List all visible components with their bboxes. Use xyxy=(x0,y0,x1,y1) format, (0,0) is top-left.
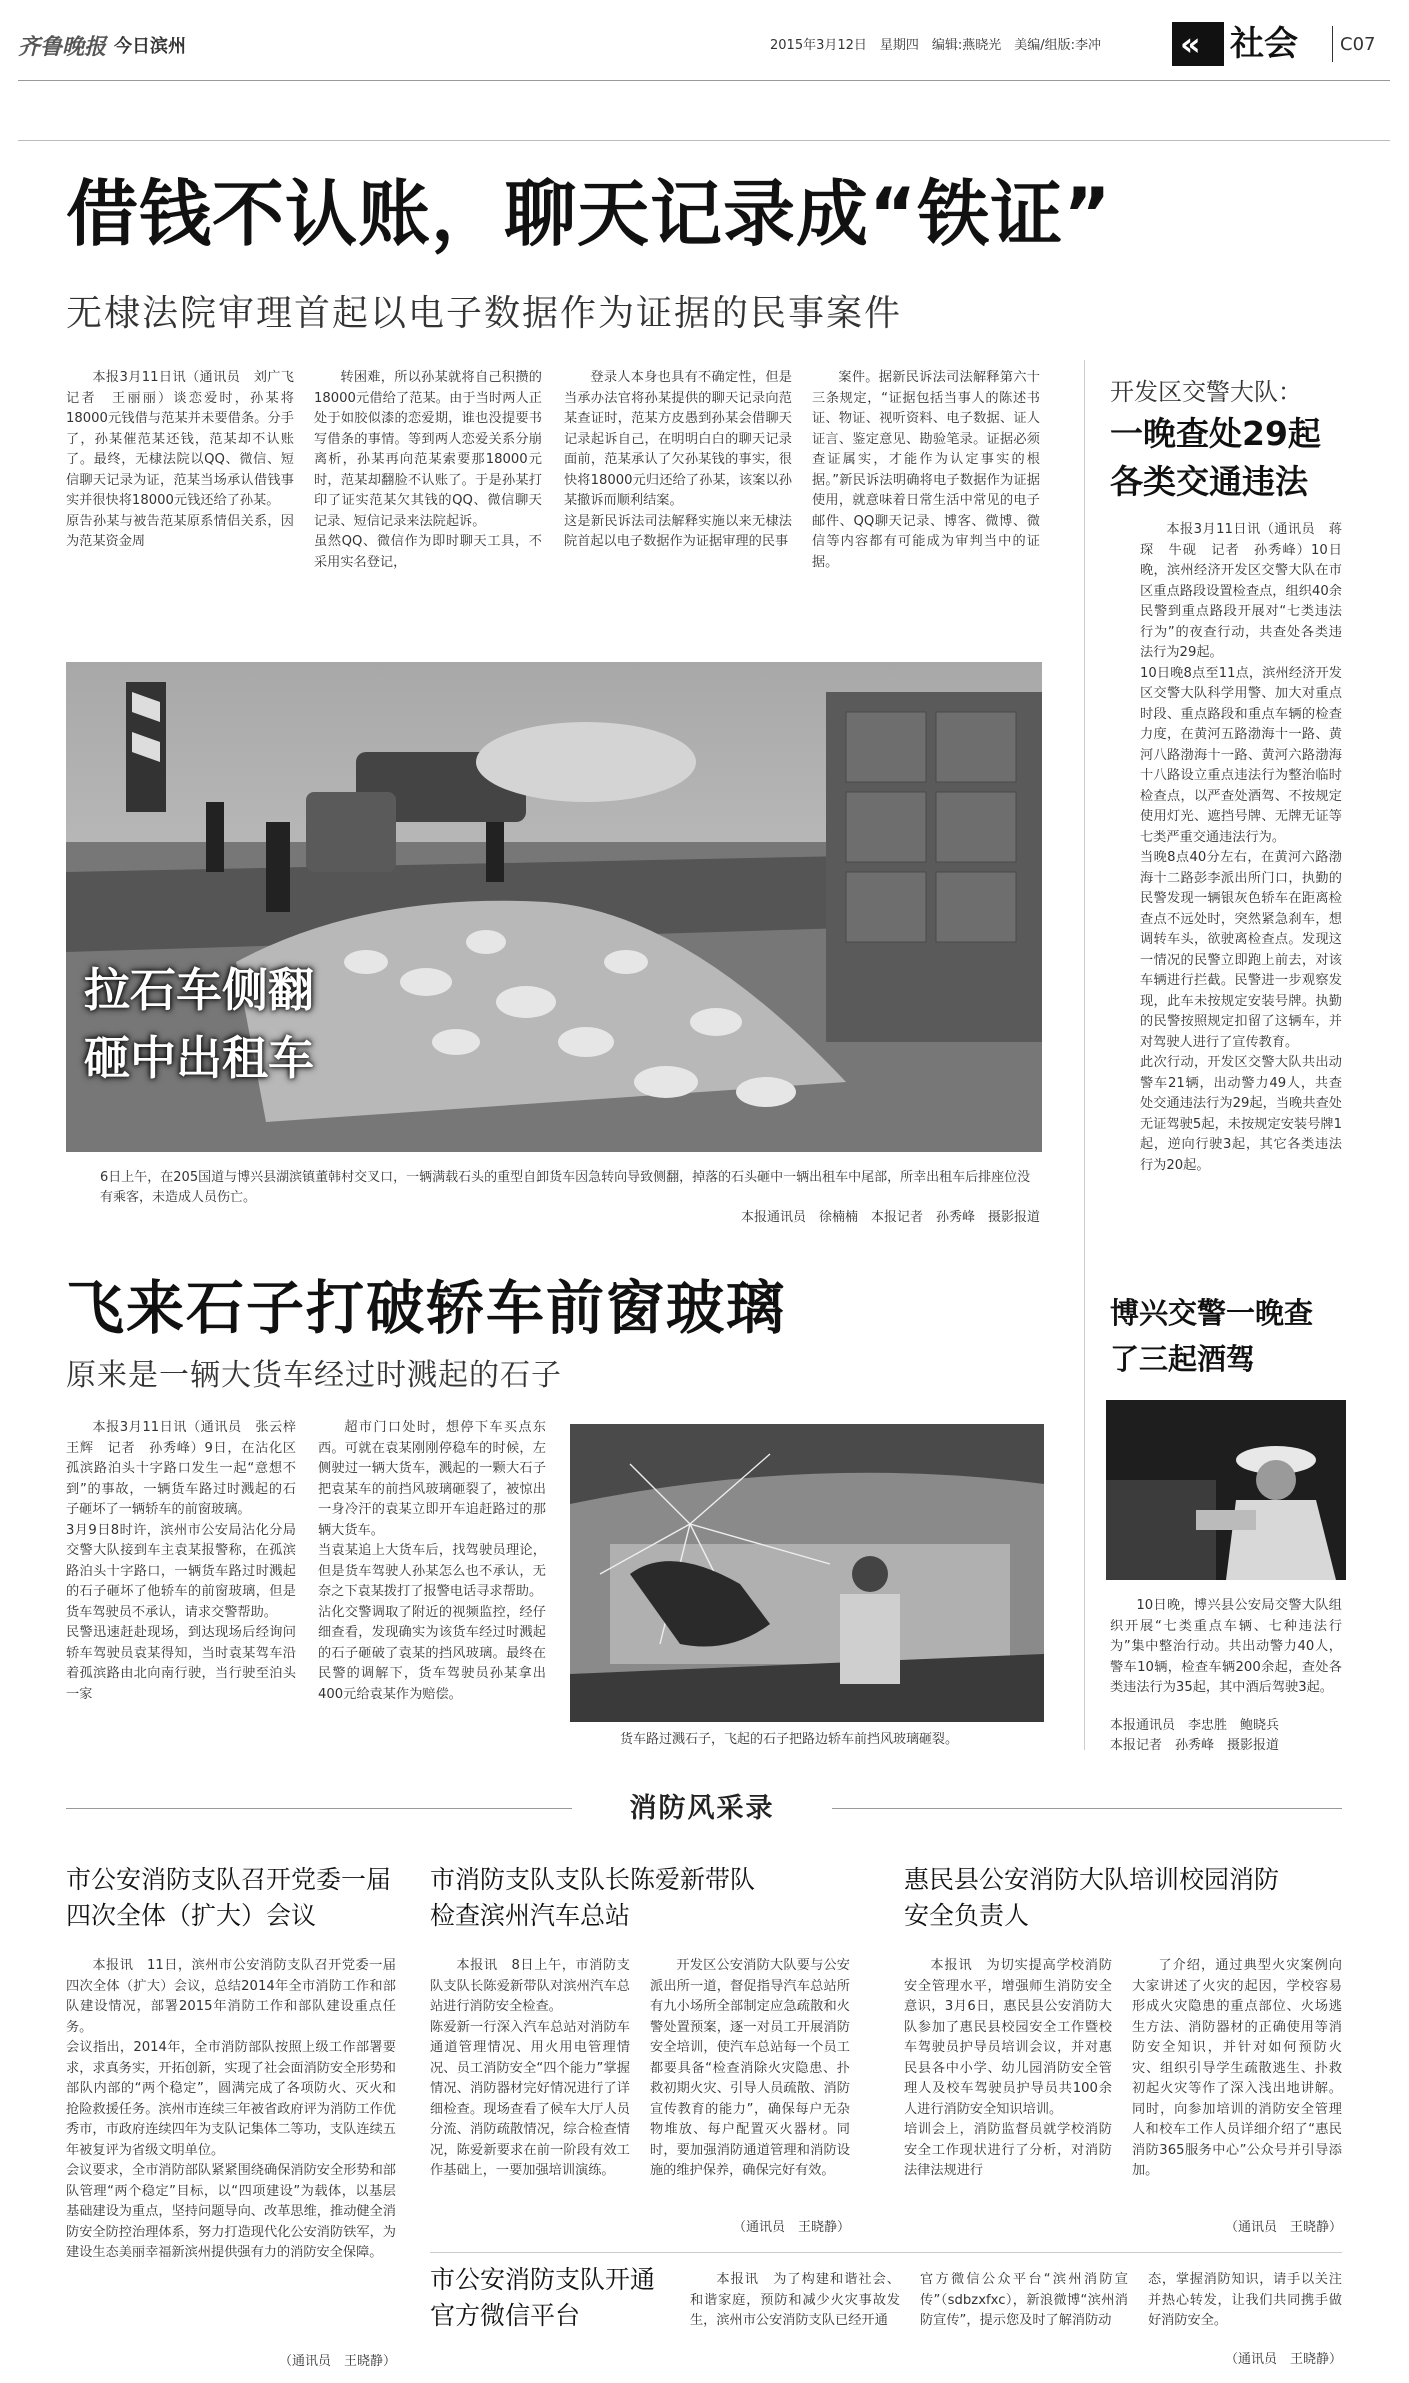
fire-banner-title: 消防风采录 xyxy=(629,1793,775,1824)
fire-story1-credit: （通讯员 王晓静） xyxy=(278,2354,396,2369)
boxing-body: 10日晚，博兴县公安局交警大队组织开展“七类重点车辆、七种违法行为”集中整治行动。共出动警力40人，警车10辆，检查车辆200余起，查处各类违法行为35起，其中酒后驾驶3起。 xyxy=(1110,1598,1342,1695)
section-name: 社会 xyxy=(1230,24,1298,64)
lead-col-3: 登录人本身也具有不确定性，但是当承办法官将孙某提供的聊天记录向范某查证时，范某方皮愚到孙某会借聊天记录起诉自己，在明明白白的聊天记录面前，范某承认了欠孙某钱的事实，很快将18000元归还给了孙某，该案以孙某撤诉而顺利结案。 这是新民诉法司法解释实施以来无棣法院首起以电子数据作为证据审理的民事 xyxy=(564,370,792,549)
lead-subhead: 无棣法院审理首起以电子数据作为证据的民事案件 xyxy=(66,293,903,334)
fire-story2-col1: 本报讯 8日上午，市消防支队支队长陈爱新带队对滨州汽车总站进行消防安全检查。 陈爱新一行深入汽车总站对消防车通道管理情况、用火用电管理情况、员工消防安全“四个能力”掌握情况、消防器材完好情况进行了详细检查。现场查看了候车大厅人员分流、消防疏散情况，综合检查情况，陈爱新要求在前一阶段有效工作基础上，一要加强培训演练。 xyxy=(430,1958,630,2178)
paper-name: 齐鲁晚报 xyxy=(18,34,107,60)
fire-story3-col2: 了介绍，通过典型火灾案例向大家讲述了火灾的起因，学校容易形成火灾隐患的重点部位、火场逃生方法、消防器材的正确使用等消防安全知识，并针对如何预防火灾、组织引导学生疏散逃生、扑救初起火灾等作了深入浅出地讲解。同时，向参加培训的消防安全管理人和校车工作人员详细介绍了“惠民消防365服务中心”公众号并引导添加。 xyxy=(1132,1958,1342,2178)
sidebar-divider xyxy=(1084,360,1085,1750)
stone-col-1: 本报3月11日讯（通讯员 张云梓 王辉 记者 孙秀峰）9日，在沾化区孤滨路泊头十字路口发生一起“意想不到”的事故，一辆货车路过时溅起的石子砸坏了一辆轿车的前窗玻璃。 3月9日8时许，滨州市公安局沾化分局交警大队接到车主袁某报警称，在孤滨路泊头十字路口，一辆货车路过时溅起的石子砸坏了他轿车的前窗玻璃，但是货车驾驶员不承认，请求交警帮助。 民警迅速赶赴现场，到达现场后经询问轿车驾驶员袁某得知，当时袁某驾车沿着孤滨路由北向南行驶，当行驶至泊头一家 xyxy=(66,1420,296,1702)
rock-photo-credit: 本报通讯员 徐楠楠 本报记者 孙秀峰 摄影报道 xyxy=(740,1210,1040,1225)
fire-story3-headline: 惠民县公安消防大队培训校园消防安全负责人 xyxy=(904,1865,1280,1930)
section-divider xyxy=(1332,26,1333,62)
stone-headline: 飞来石子打破轿车前窗玻璃 xyxy=(66,1274,787,1342)
boxing-photo-image xyxy=(1106,1400,1346,1580)
lead-col-1: 本报3月11日讯（通讯员 刘广飞 记者 王丽丽）谈恋爱时，孙某将18000元钱借与范某并未要借条。分手了，孙某催范某还钱，范某却不认账了。最终，无棣法院以QQ、微信、短信聊天记录为证，范某当场承认借钱事实并很快将18000元钱还给了孙某。 原告孙某与被告范某原系情侣关系，因为范某资金周 xyxy=(66,370,294,549)
masthead xyxy=(18,30,238,62)
fire-story4-rule xyxy=(430,2252,1342,2253)
fire-story2-credit: （通讯员 王晓静） xyxy=(732,2220,850,2235)
lead-col-4: 案件。据新民诉法司法解释第六十三条规定，“证据包括当事人的陈述书证、物证、视听资料、电子数据、证人证言、鉴定意见、勘验笔录。证据必须查证属实，才能作为认定事实的根据。”新民诉法明确将电子数据作为证据使用，就意味着日常生活中常见的电子邮件、QQ聊天记录、博客、微博、微信等内容都有可能成为审判当中的证据。 xyxy=(812,370,1040,570)
fire-story4-col1: 本报讯 为了构建和谐社会、和谐家庭，预防和减少火灾事故发生，滨州市公安消防支队已经开通 xyxy=(690,2272,900,2328)
header-rule xyxy=(18,80,1390,81)
windshield-photo-image xyxy=(570,1424,1044,1722)
fire-story4-col2: 官方微信公众平台“滨州消防宣传”（sdbzxfxc），新浪微博“滨州消防宣传”，提示您及时了解消防动 xyxy=(920,2272,1128,2328)
fire-story3-col1: 本报讯 为切实提高学校消防安全管理水平，增强师生消防安全意识，3月6日，惠民县公安消防大队参加了惠民县校园安全工作暨校车驾驶员护导员培训会议，并对惠民县各中小学、幼儿园消防安全管理人及校车驾驶员护导员共100余人进行消防安全知识培训。 培训会上，消防监督员就学校消防安全工作现状进行了分析，对消防法律法规进行 xyxy=(904,1958,1112,2178)
boxing-photo xyxy=(1106,1400,1346,1580)
rock-photo-caption: 6日上午，在205国道与博兴县湖滨镇董韩村交叉口，一辆满载石头的重型自卸货车因急转向导致侧翻，掉落的石头砸中一辆出租车中尾部，所幸出租车后排座位没有乘客，未造成人员伤亡。 xyxy=(100,1170,1031,1205)
fire-story4-col3: 态，掌握消防知识，请手以关注并热心转发，让我们共同携手做好消防安全。 xyxy=(1148,2272,1342,2328)
lead-col-2: 转困难，所以孙某就将自己积攒的18000元借给了范某。由于当时两人正处于如胶似漆的恋爱期，谁也没提要书写借条的事情。等到两人恋爱关系分崩离析，孙某再向范某索要那18000元时，范某却翻脸不认账了。于是孙某打印了证实范某欠其钱的QQ、微信聊天记录、短信记录来法院起诉。 虽然QQ、微信作为即时聊天工具，不采用实名登记， xyxy=(314,370,542,570)
chevron-left-icon: « xyxy=(1180,25,1201,63)
fire-story1-body: 本报讯 11日，滨州市公安消防支队召开党委一届四次全体（扩大）会议，总结2014年全市消防工作和部队建设情况，部署2015年消防工作和部队建设重点任务。 会议指出，2014年，全市消防部队按照上级工作部署要求，求真务实，开拓创新，实现了社会面消防安全形势和部队内部的“两个稳定”，圆满完成了各项防火、灭火和抢险救援任务。滨州市连续三年被省政府评为消防工作优秀市，市政府连续四年为支队记集体二等功，支队连续五年被复评为省级文明单位。 会议要求，全市消防部队紧紧围绕确保消防安全形势和部队管理“两个稳定”目标，以“四项建设”为载体，以基层基础建设为重点，坚持问题导向、改革思维，推动健全消防安全防控治理体系，努力打造现代化公安消防铁军，为建设生态美丽幸福新滨州提供强有力的消防安全保障。 xyxy=(66,1958,396,2260)
boxing-credit-1: 本报通讯员 李忠胜 鲍晓兵 xyxy=(1110,1718,1280,1733)
fire-story3-credit: （通讯员 王晓静） xyxy=(1224,2220,1342,2235)
boxing-headline: 博兴交警一晚查了三起酒驾 xyxy=(1110,1296,1314,1376)
section-tab xyxy=(1172,22,1224,66)
boxing-credit-2: 本报记者 孙秀峰 摄影报道 xyxy=(1110,1738,1280,1753)
edition-name: 今日滨州 xyxy=(114,36,186,57)
traffic-kicker: 开发区交警大队： xyxy=(1110,378,1302,406)
fire-story4-credit: （通讯员 王晓静） xyxy=(1224,2352,1342,2367)
fire-banner xyxy=(572,1790,832,1828)
rock-truck-photo xyxy=(66,662,1042,1152)
windshield-photo-caption: 货车路过溅石子，飞起的石子把路边轿车前挡风玻璃砸裂。 xyxy=(620,1732,959,1747)
fire-story2-col2: 开发区公安消防大队要与公安派出所一道，督促指导汽车总站所有九小场所全部制定应急疏散和火警处置预案，逐一对员工开展消防安全培训，使汽车总站每一个员工都要具备“检查消除火灾隐患、扑救初期火灾、引导人员疏散、消防宣传教育的能力”，确保每户无杂物堆放、每户配置灭火器材。同时，要加强消防通道管理和消防设施的维护保养，确保完好有效。 xyxy=(650,1958,850,2178)
header-rule-2 xyxy=(18,140,1390,141)
fire-story2-headline: 市消防支队支队长陈爱新带队检查滨州汽车总站 xyxy=(430,1865,756,1930)
traffic-headline: 一晚查处29起各类交通违法 xyxy=(1110,414,1321,501)
fire-story4-headline: 市公安消防支队开通官方微信平台 xyxy=(430,2265,656,2330)
stone-subhead: 原来是一辆大货车经过时溅起的石子 xyxy=(66,1358,562,1393)
traffic-body: 本报3月11日讯（通讯员 蒋琛 牛砚 记者 孙秀峰）10日晚，滨州经济开发区交警大队在市区重点路段设置检查点，组织40余民警到重点路段开展对“七类违法行为”的夜查行动，共查处各类违法行为29起。 10日晚8点至11点，滨州经济开发区交警大队科学用警、加大对重点时段、重点路段和重点车辆的检查力度，在黄河五路渤海十一路、黄河八路渤海十一路、黄河六路渤海十八路设立重点违法行为整治临时检查点，以严查处酒驾、不按规定使用灯光、遮挡号牌、无牌无证等七类严重交通违法行为。 当晚8点40分左右，在黄河六路渤海十二路彭李派出所门口，执勤的民警发现一辆银灰色轿车在距离检查点不远处时，突然紧急刹车，想调转车头，欲驶离检查点。发现这一情况的民警立即跑上前去，对该车辆进行拦截。民警进一步观察发现，此车未按规定安装号牌。执勤的民警按照规定扣留了这辆车，并对驾驶人进行了宣传教育。 此次行动，开发区交警大队共出动警车21辆，出动警力49人，共查处交通违法行为29起，当晚共查处无证驾驶5起，未按规定安装号牌1起，逆向行驶3起，其它各类违法行为20起。 xyxy=(1140,522,1342,1173)
windshield-photo xyxy=(570,1424,1044,1722)
stone-col-2: 超市门口处时，想停下车买点东西。可就在袁某刚刚停稳车的时候，左侧驶过一辆大货车，溅起的一颗大石子把袁某车的前挡风玻璃砸裂了，被惊出一身冷汗的袁某立即开车追赶路过的那辆大货车。 当袁某追上大货车后，找驾驶员理论，但是货车驾驶人孙某怎么也不承认，无奈之下袁某拨打了报警电话寻求帮助。 沾化交警调取了附近的视频监控，经仔细查看，发现确实为该货车经过时溅起的石子砸破了袁某的挡风玻璃。最终在民警的调解下，货车驾驶员孙某拿出400元给袁某作为赔偿。 xyxy=(318,1420,546,1702)
rock-photo-overlay-1: 拉石车侧翻 xyxy=(84,963,314,1017)
page-number: C07 xyxy=(1340,34,1376,55)
lead-headline: 借钱不认账，聊天记录成“铁证” xyxy=(66,172,1112,256)
fire-story1-headline: 市公安消防支队召开党委一届四次全体（扩大）会议 xyxy=(66,1865,392,1930)
issue-info: 2015年3月12日 星期四 编辑:燕晓光 美编/组版:李冲 xyxy=(770,38,1102,53)
rock-photo-overlay-2: 砸中出租车 xyxy=(84,1031,314,1085)
